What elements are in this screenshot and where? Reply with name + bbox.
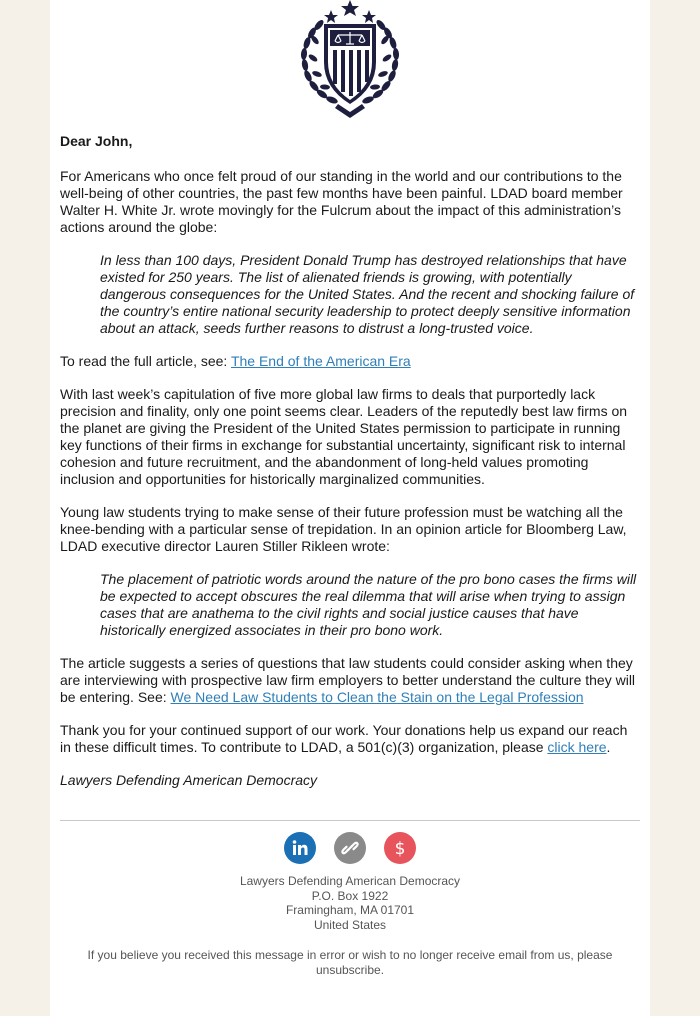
end-of-american-era-link[interactable]: The End of the American Era xyxy=(230,353,411,369)
shield-laurel-icon xyxy=(290,0,410,122)
paragraph: To read the full article, see: The End of the American Era xyxy=(60,353,411,369)
paragraph: Young law students trying to make sense of their future profession must be watching all the knee-bending with a particular sense of trepidation. In an opinion article for Bloomberg Law, LDAD executive director Lauren Stiller Rikleen wrote: xyxy=(60,504,627,554)
quote: In less than 100 days, President Donald Trump has destroyed relationships that have existed for 250 years. The list of alienated friends is growing, with potentially dangerous consequences for the United States. And the recent and shocking failure of the country’s entire national security leadership to protect deeply sensitive information about an attack, seeds further reasons to distrust a long-trusted voice. xyxy=(100,252,635,336)
paragraph: Thank you for your continued support of our work. Your donations help us expand our reach in these difficult times. To contribute to LDAD, a 501(c)(3) organization, please click here. xyxy=(60,722,628,755)
website-link-button[interactable] xyxy=(334,832,366,864)
paragraph: With last week’s capitulation of five more global law firms to deals that purportedly lack precision and finality, only one point seems clear. Leaders of the reputedly best law firms on the planet are giving the President of the United States permission to participate in running key functions of their firms in exchange for substantial uncertainty, significant risk to internal cohesion and future recruitment, and the abandonment of long-held values promoting inclusion and opportunities for historically marginalized communities. xyxy=(60,386,628,487)
linkedin-button[interactable] xyxy=(284,832,316,864)
paragraph: For Americans who once felt proud of our standing in the world and our contributions to the well-being of other countries, the past few months have been painful. LDAD board member Walter H. White Jr. wrote movingly for the Fulcrum about the impact of this administration’s actions around the globe: xyxy=(60,168,623,235)
footer xyxy=(50,874,650,977)
unsubscribe-notice: If you believe you received this message in error or wish to no longer receive email from us, please unsubscribe. xyxy=(87,948,613,977)
email-content xyxy=(60,133,640,805)
svg-text:$: $ xyxy=(395,839,406,859)
linkedin-icon xyxy=(284,832,316,864)
mailing-address: Lawyers Defending American Democracy P.O. Box 1922 Framingham, MA 01701 United States xyxy=(239,874,461,932)
paragraph: The article suggests a series of questions that law students could consider asking when they are interviewing with prospective law firm employers to better understand the culture they will be entering. See: We Need Law Students to Clean the Stain on the Legal Profession xyxy=(60,655,636,705)
unsubscribe-link[interactable]: unsubscribe xyxy=(315,962,381,977)
social-links xyxy=(50,832,650,864)
quote: The placement of patriotic words around the nature of the pro bono cases the firms will be expected to accept obscures the real dilemma that will arise when trying to assign cases that are anathema to the civil rights and social justice causes that have historically energized associates in their pro bono work. xyxy=(100,571,637,638)
organization-logo xyxy=(290,0,410,122)
email-body xyxy=(50,0,650,1016)
donate-link[interactable]: click here xyxy=(547,739,607,755)
dollar-icon xyxy=(384,832,416,864)
greeting: Dear John, xyxy=(60,133,133,149)
donate-button[interactable] xyxy=(384,832,416,864)
divider xyxy=(60,820,640,821)
signature: Lawyers Defending American Democracy xyxy=(60,772,318,788)
link-icon xyxy=(334,832,366,864)
law-students-article-link[interactable]: We Need Law Students to Clean the Stain on the Legal Profession xyxy=(170,689,584,705)
